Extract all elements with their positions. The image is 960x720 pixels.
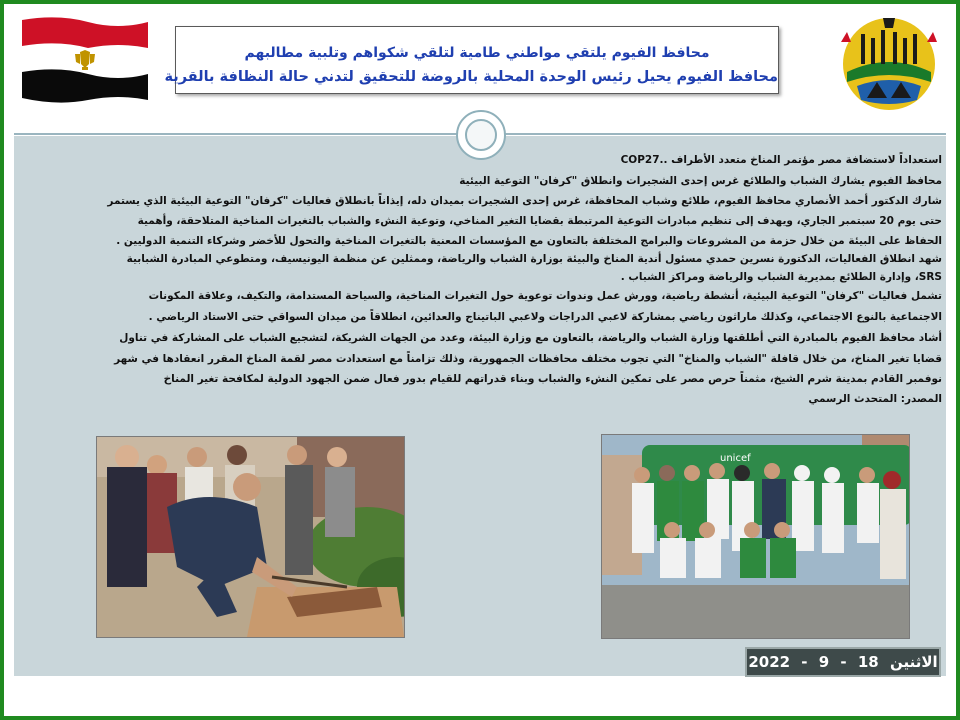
headline-2: محافظ الفيوم يحيل رئيس الوحدة المحلية بالروضة للتحقيق لتدني حالة النظافة بالقرية [164, 69, 778, 85]
egypt-flag-icon [18, 14, 152, 106]
article-line: استعداداً لاستضافة مصر مؤتمر المناخ متعدد الأطراف ..COP27 [620, 154, 942, 166]
headline-1: محافظ الفيوم يلتقي مواطني طامية لتلقي شكواهم وتلبية مطالبهم [244, 45, 710, 61]
article-line: الحفاظ على البيئة من خلال حزمة من المشروعات والبرامج المختلفة بالتعاون مع المؤسسات المعنية بالتغيرات المناخية والتحول للأخضر وشركاء التنمية الدوليين . [116, 234, 942, 247]
article-body [80, 150, 942, 409]
article-line: تشمل فعاليات "كرفان" التوعية البيئية، أنشطة رياضية، وورش عمل وندوات توعوية حول التغيرات المناخية، والسياحة المستدامة، والتكيف، وعلاقة المكونات [148, 289, 942, 302]
fayoum-logo-icon [837, 12, 941, 116]
article-line: SRS، وإدارة الطلائع بمديرية الشباب والرياضة ومراكز الشباب . [620, 270, 942, 283]
article-source: المصدر: المتحدث الرسمي [808, 392, 942, 405]
truck-unicef-label: unicef [720, 453, 751, 464]
youth-group-photo [601, 434, 910, 639]
group-scene-icon [602, 435, 909, 638]
article-line: أشاد محافظ الفيوم بالمبادرة التي أطلقتها وزارة الشباب والرياضة، بالتعاون مع وزارة البيئة، وعدد من الجهات الشريكة، لتشجيع الشباب على المشاركة في تناول [119, 331, 942, 344]
article-line: الاجتماعية بالنوع الاجتماعي، وكذلك ماراثون رياضي بمشاركة لاعبي الدراجات ولاعبي الباتيناج والعدائين، انطلاقاً من ميدان السواقي حتى الاستاد الرياضي . [148, 310, 942, 323]
article-line: شهد انطلاق الفعاليات، الدكتورة نسرين حمدي مسئول أندية المناخ والبيئة بوزارة الشباب والرياضة، وممثلين عن منظمة اليونيسيف، ومتطوعي المبادرة الشبابية [126, 252, 942, 265]
article-line: محافظ الفيوم يشارك الشباب والطلائع غرس إحدى الشجيرات وانطلاق "كرفان" التوعية البيئية [459, 174, 942, 187]
planting-scene-icon [97, 437, 404, 637]
article-line: حتى يوم 20 سبتمبر الجاري، ويهدف إلى تنظيم مبادرات التوعية المرتبطة بقضايا التغير المناخي، وتوعية النشء والشباب بالتغيرات المناخية المتلاحقة، وأهمية [137, 215, 942, 227]
article-line: قضايا تغير المناخ، من خلال قافلة "الشباب والمناخ" التي تجوب مختلف محافظات الجمهورية، وذلك تزامناً مع استعدادت مصر لقمة المناخ المقرر انعقادها في شهر [114, 352, 942, 365]
title-box [164, 26, 779, 94]
governor-planting-photo [96, 436, 405, 638]
date-badge: الاثنين 18 - 9 - 2022 [745, 647, 941, 677]
article-line: نوفمبر القادم بمدينة شرم الشيخ، مثمناً حرص مصر على تمكين النشء والشباب وبناء قدراتهم للقيام بدور فعال ضمن الجهود الدولية لمكافحة تغير المناخ [163, 372, 942, 385]
article-line: شارك الدكتور أحمد الأنصاري محافظ الفيوم، طلائع وشباب المحافظة، غرس إحدى الشجيرات بميدان دله، إيذاناً بانطلاق فعاليات "كرفان" التوعية البيئية الذي يستمر [107, 194, 942, 207]
